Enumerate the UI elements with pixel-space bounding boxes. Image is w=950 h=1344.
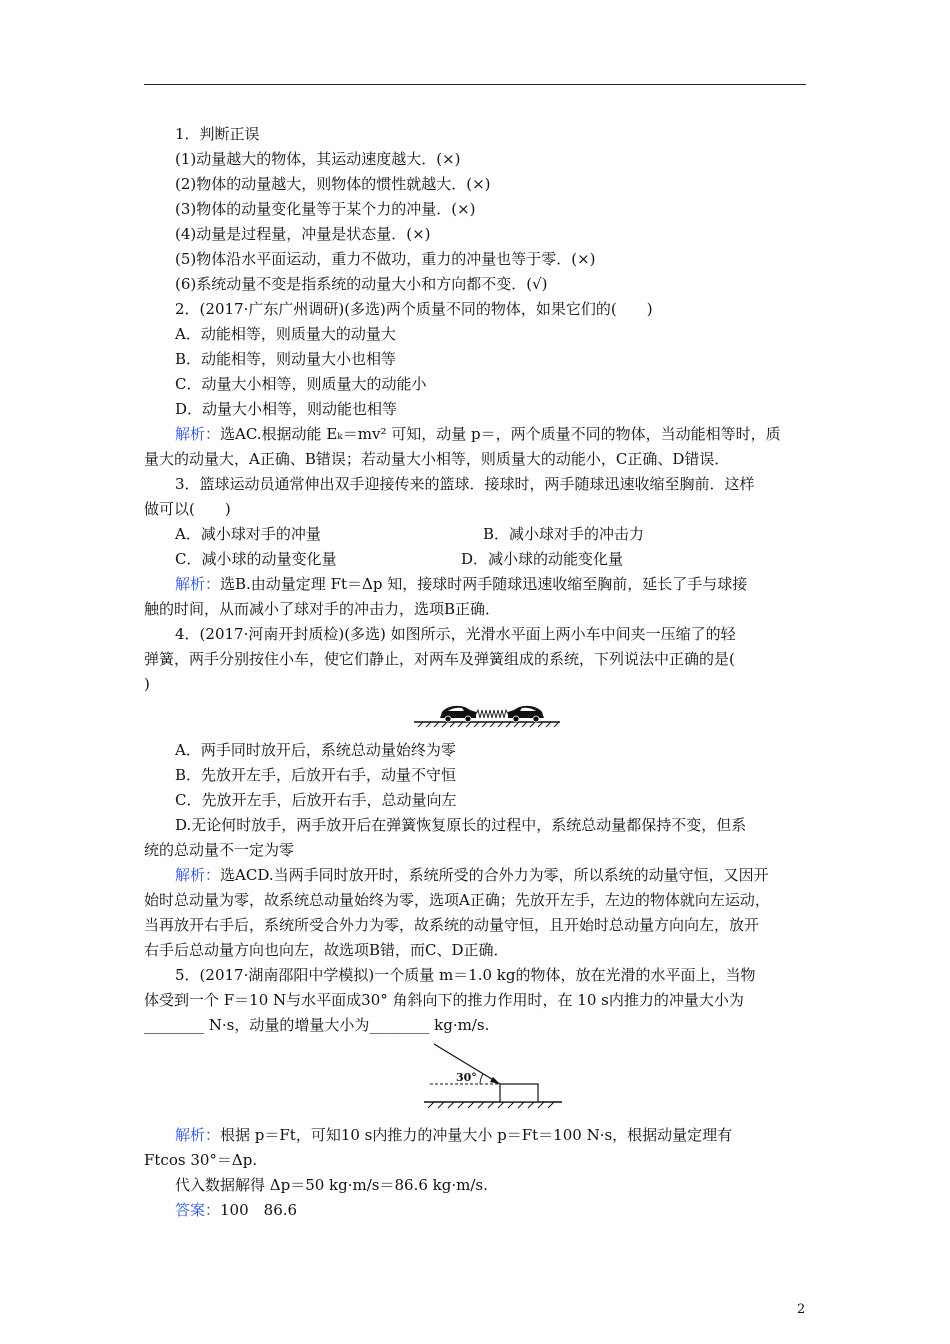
- q4-option-a: A．两手同时放开后，系统总动量始终为零: [175, 741, 456, 759]
- q4-option-d-line-2: 统的总动量不一定为零: [144, 841, 295, 859]
- q1-title: 1．判断正误: [175, 125, 260, 143]
- q3-analysis-label: 解析：: [175, 575, 221, 593]
- q1-item-5: (5)物体沿水平面运动，重力不做功，重力的冲量也等于零．(×): [175, 250, 596, 268]
- angle-arc: [480, 1074, 483, 1084]
- ground-hatch: [428, 1102, 554, 1108]
- q3-option-c: C．减小球的动量变化量: [175, 550, 337, 568]
- right-cart: [508, 706, 544, 722]
- q2-option-c: C．动量大小相等，则质量大的动能小: [175, 375, 427, 393]
- q5-analysis-label: 解析：: [175, 1126, 221, 1144]
- q5-analysis-line-1: 根据 p＝Ft，可知10 s内推力的冲量大小 p＝Ft＝100 N·s，根据动量定理有: [220, 1126, 733, 1144]
- page-number: 2: [797, 1302, 806, 1317]
- block: [500, 1084, 538, 1102]
- q5-answer-label: 答案：: [175, 1201, 221, 1219]
- q5-stem-2: 体受到一个 F＝10 N与水平面成30° 角斜向下的推力作用时，在 10 s内推力的冲量大小为: [144, 991, 744, 1009]
- q4-option-b: B．先放开左手，后放开右手，动量不守恒: [175, 766, 457, 784]
- q4-stem-3: ): [144, 675, 150, 693]
- force-arrowhead: [490, 1077, 500, 1084]
- q5-analysis-line-2: Ftcos 30°＝Δp.: [144, 1151, 258, 1169]
- q2-option-a: A．动能相等，则质量大的动量大: [175, 325, 396, 343]
- q5-answer: [175, 1200, 297, 1220]
- push-force-figure: [420, 1038, 566, 1110]
- angle-label: 30°: [456, 1071, 477, 1084]
- q1-item-2: (2)物体的动量越大，则物体的惯性就越大．(×): [175, 175, 491, 193]
- q4-stem-1: 4．(2017·河南开封质检)(多选) 如图所示，光滑水平面上两小车中间夹一压缩了的轻: [175, 625, 736, 643]
- q3-analysis: [175, 574, 747, 594]
- q4-analysis-label: 解析：: [175, 866, 221, 884]
- q3-analysis-line-1: 选B.由动量定理 Ft＝Δp 知，接球时两手随球迅速收缩至胸前，延长了手与球接: [220, 575, 748, 593]
- q2-analysis: [175, 424, 781, 444]
- header-rule: [144, 84, 806, 85]
- q4-option-d-line-1: D.无论何时放手，两手放开后在弹簧恢复原长的过程中，系统总动量都保持不变，但系: [175, 816, 747, 834]
- q4-analysis-line-2: 始时总动量为零，故系统总动量始终为零，选项A正确；先放开左手，左边的物体就向左运动，: [144, 891, 770, 909]
- q5-answer-value: 100 86.6: [220, 1201, 298, 1219]
- q5-analysis: [175, 1125, 732, 1145]
- compressed-spring: [476, 710, 508, 718]
- two-carts-spring-figure: [412, 700, 562, 728]
- q2-analysis-line-2: 量大的动量大，A正确、B错误；若动量大小相等，则质量大的动能小，C正确、D错误．: [144, 450, 730, 468]
- q1-item-4: (4)动量是过程量，冲量是状态量．(×): [175, 225, 431, 243]
- q1-item-1: (1)动量越大的物体，其运动速度越大．(×): [175, 150, 461, 168]
- q1-item-3: (3)物体的动量变化量等于某个力的冲量．(×): [175, 200, 476, 218]
- q2-analysis-line-1: 选AC.根据动能 Eₖ＝mv² 可知，动量 p＝，两个质量不同的物体，当动能相等时，质: [220, 425, 781, 443]
- q5-stem-1: 5．(2017·湖南邵阳中学模拟)一个质量 m＝1.0 kg的物体，放在光滑的水平面上，当物: [175, 966, 756, 984]
- left-cart: [440, 706, 476, 722]
- q3-stem-1: 3．篮球运动员通常伸出双手迎接传来的篮球．接球时，两手随球迅速收缩至胸前．这样: [175, 475, 755, 493]
- q4-analysis-line-4: 右手后总动量方向也向左，故选项B错，而C、D正确．: [144, 941, 509, 959]
- q4-analysis-line-1: 选ACD.当两手同时放开时，系统所受的合外力为零，所以系统的动量守恒，又因开: [220, 866, 769, 884]
- q3-option-a: A．减小球对手的冲量: [175, 525, 321, 543]
- q3-option-d: D．减小球的动能变化量: [461, 550, 624, 568]
- q1-item-6: (6)系统动量不变是指系统的动量大小和方向都不变．(√): [175, 275, 548, 293]
- q4-option-c: C．先放开左手，后放开右手，总动量向左: [175, 791, 457, 809]
- q2-option-b: B．动能相等，则动量大小也相等: [175, 350, 397, 368]
- q3-option-b: B．减小球对手的冲击力: [483, 525, 645, 543]
- q5-stem-3: ________ N·s，动量的增量大小为________ kg·m/s.: [144, 1016, 490, 1034]
- q2-option-d: D．动量大小相等，则动能也相等: [175, 400, 398, 418]
- q3-analysis-line-2: 触的时间，从而减小了球对手的冲击力，选项B正确．: [144, 600, 501, 618]
- q4-analysis: [175, 865, 769, 885]
- q3-stem-2: 做可以( ): [144, 500, 231, 518]
- q2-stem: 2．(2017·广东广州调研)(多选)两个质量不同的物体，如果它们的( ): [175, 300, 653, 318]
- q4-analysis-line-3: 当再放开右手后，系统所受合外力为零，故系统的动量守恒，且开始时总动量方向向左，放开: [144, 916, 760, 934]
- q5-analysis-line-3: 代入数据解得 Δp＝50 kg·m/s＝86.6 kg·m/s.: [175, 1176, 488, 1194]
- q4-stem-2: 弹簧，两手分别按住小车，使它们静止，对两车及弹簧组成的系统，下列说法中正确的是(: [144, 650, 735, 668]
- q2-analysis-label: 解析：: [175, 425, 221, 443]
